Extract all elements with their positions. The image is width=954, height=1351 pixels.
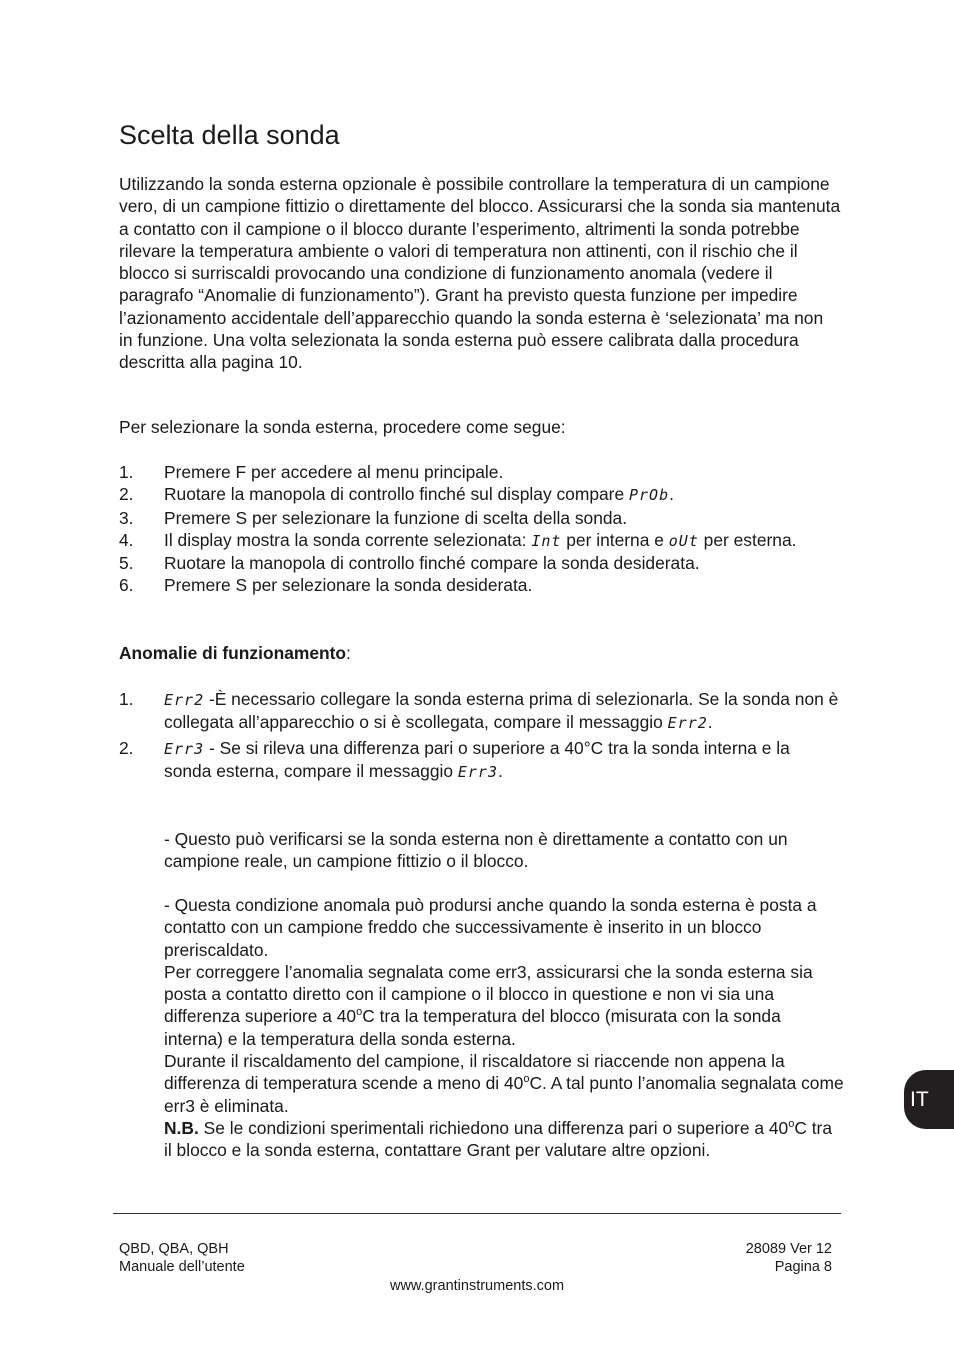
footer-doc-version: 28089 Ver 12	[745, 1241, 832, 1257]
footer-manual: Manuale dell’utente	[119, 1259, 245, 1275]
note-paragraph: Durante il riscaldamento del campione, il riscaldatore si riaccende non appena la differenza di temperatura scende a meno di 40$^o$C. A tal punto l’anomalia segnalata come err3 è eliminata.	[164, 1051, 844, 1116]
steps-list	[119, 461, 841, 597]
nb-label: N.B.	[164, 1117, 199, 1138]
list-item: 6. Premere S per selezionare la sonda desiderata.	[119, 575, 533, 596]
intro-paragraph: Utilizzando la sonda esterna opzionale è possibile controllare la temperatura di un campione vero, di un campione fittizio o direttamente del blocco. Assicurarsi che la sonda sia mantenuta a contatto con il campione o il blocco durante l’esperimento, altrimenti la sonda potrebbe rilevare la temperatura ambiente o valori di temperatura non attinenti, con il rischio che il blocco si surriscaldi provocando una condizione di funzionamento anomala (vedere il paragrafo “Anomalie di funzionamento”). Grant ha previsto questa funzione per impedire l’azionamento accidentale dell’apparecchio quando la sonda esterna è ‘selezionata’ ma non in funzione. Una volta selezionata la sonda esterna può essere calibrata dalla procedura descritta alla pagina 10.	[119, 174, 841, 373]
language-tab: IT	[904, 1070, 954, 1129]
display-code: Err2	[667, 714, 708, 733]
list-item: 1. Premere F per accedere al menu principale.	[119, 462, 504, 482]
nb-paragraph: N.B. Se le condizioni sperimentali richiedono una differenza pari o superiore a 40$^o$C tra il blocco e la sonda esterna, contattare Grant per valutare altre opzioni.	[164, 1117, 832, 1161]
display-code: oUt	[668, 531, 699, 550]
errors-list	[119, 688, 841, 783]
footer-page-number: Pagina 8	[774, 1259, 832, 1275]
footer-divider	[113, 1213, 841, 1214]
note-block	[164, 894, 844, 1162]
list-item: 1. Err2 -È necessario collegare la sonda esterna prima di selezionarla. Se la sonda non è collegata all’apparecchio o si è scollegata, compare il messaggio Err2.	[119, 689, 839, 733]
list-item: 4. Il display mostra la sonda corrente selezionata: Int per interna e oUt per esterna.	[119, 529, 797, 550]
section-heading: Anomalie di funzionamento	[119, 643, 347, 663]
note-paragraph: - Questo può verificarsi se la sonda esterna non è direttamente a contatto con un campione reale, un campione fittizio o il blocco.	[164, 829, 788, 872]
procedure-intro: Per selezionare la sonda esterna, procedere come segue:	[119, 417, 566, 437]
display-code: Int	[531, 531, 562, 550]
display-code: Err3	[457, 762, 498, 781]
display-code: Err2	[164, 691, 205, 709]
footer-models: QBD, QBA, QBH	[119, 1241, 229, 1257]
list-item: 3. Premere S per selezionare la funzione di scelta della sonda.	[119, 507, 628, 528]
display-code: PrOb	[628, 486, 670, 505]
list-item: 5. Ruotare la manopola di controllo finché compare la sonda desiderata.	[119, 553, 700, 574]
list-item: 2. Ruotare la manopola di controllo finché sul display compare PrOb.	[119, 484, 674, 505]
display-code: Err3	[164, 739, 205, 758]
footer-right	[746, 1240, 832, 1276]
anomalies-heading-line: Anomalie di funzionamento:	[119, 643, 351, 663]
list-item: 2. Err3 - Se si rileva una differenza pari o superiore a 40°C tra la sonda interna e la sonda esterna, compare il messaggio Err3.	[119, 737, 790, 781]
footer-left	[119, 1240, 245, 1276]
footer-website[interactable]: www.grantinstruments.com	[389, 1278, 565, 1294]
note-paragraph: - Questa condizione anomala può prodursi anche quando la sonda esterna è posta a contatto con un campione freddo che successivamente è inserito in un blocco preriscaldato.	[164, 895, 817, 960]
note-paragraph: Per correggere l’anomalia segnalata come err3, assicurarsi che la sonda esterna sia posta a contatto diretto con il campione o il blocco in questione e non vi sia una differenza superiore a 40$^o$C tra la temperatura del blocco (misurata con la sonda interna) e la temperatura della sonda esterna.	[164, 961, 813, 1049]
page-title: Scelta della sonda	[119, 120, 340, 150]
